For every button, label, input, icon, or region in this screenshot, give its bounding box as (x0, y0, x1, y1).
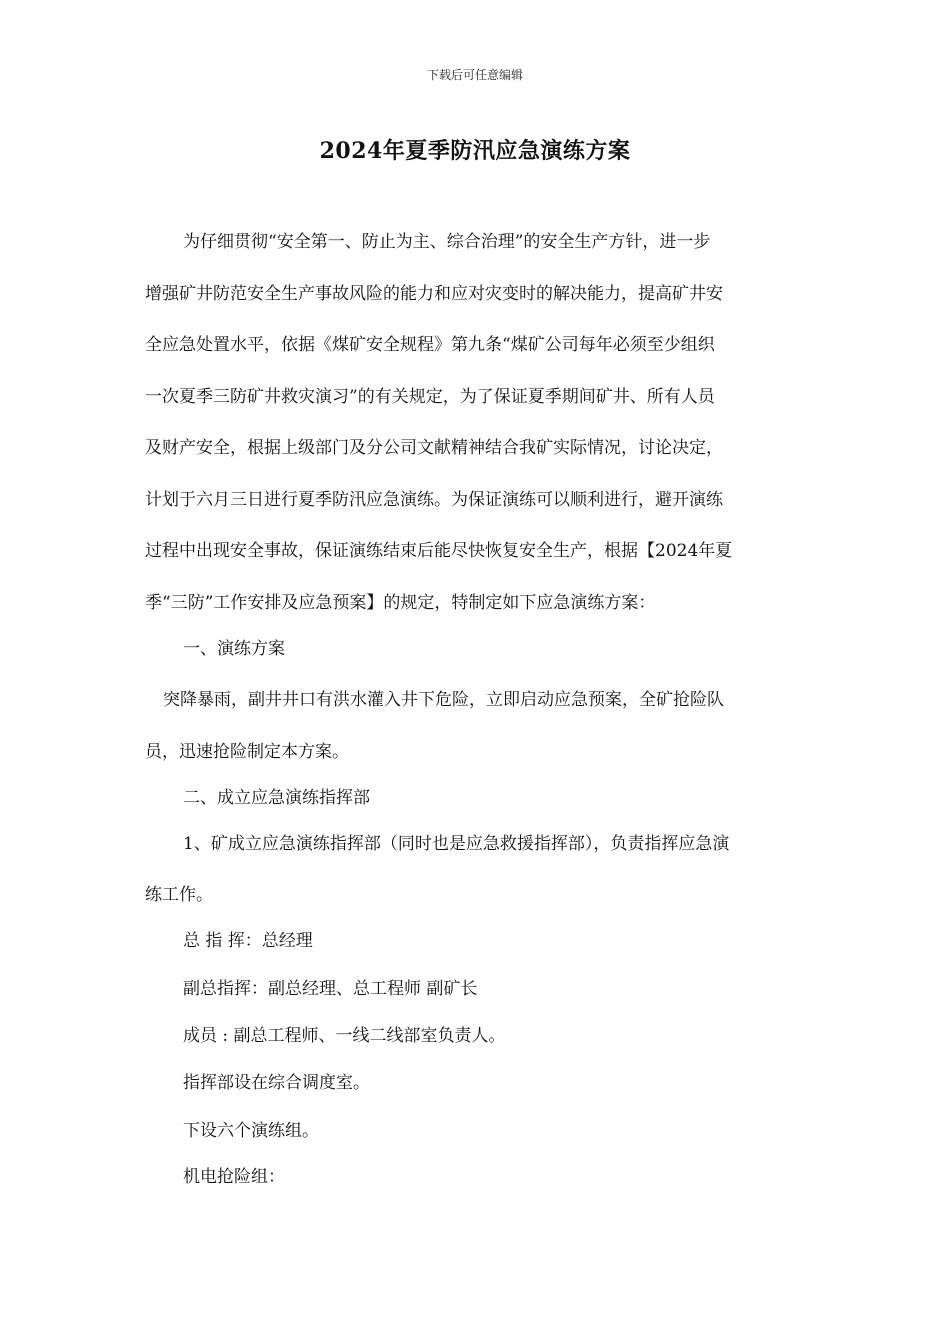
intro-line: 一次夏季三防矿井救灾演习”的有关规定，为了保证夏季期间矿井、所有人员 (145, 387, 715, 407)
intro-line: 为仔细贯彻“安全第一、防止为主、综合治理”的安全生产方针，进一步 (183, 232, 711, 252)
paragraph-line: 1、矿成立应急演练指挥部（同时也是应急救援指挥部），负责指挥应急演 (183, 834, 730, 854)
commander-line: 总 指 挥：总经理 (183, 931, 313, 951)
deputy-commander-line: 副总指挥：副总经理、总工程师 副矿长 (183, 979, 478, 999)
intro-line: 季“三防”工作安排及应急预案】的规定，特制定如下应急演练方案： (145, 593, 656, 613)
section-heading-drill-plan: 一、演练方案 (183, 639, 285, 659)
members-line: 成员 : 副总工程师、一线二线部室负责人。 (183, 1026, 506, 1046)
intro-line: 过程中出现安全事故，保证演练结束后能尽快恢复安全生产，根据【2024年夏 (145, 541, 733, 561)
mech-group-line: 机电抢险组： (183, 1167, 285, 1187)
page-header-note: 下载后可任意编辑 (426, 68, 523, 82)
intro-line: 及财产安全，根据上级部门及分公司文献精神结合我矿实际情况，讨论决定， (145, 438, 723, 458)
intro-line: 计划于六月三日进行夏季防汛应急演练。为保证演练可以顺利进行，避开演练 (145, 490, 723, 510)
document-title: 2024年夏季防汛应急演练方案 (319, 138, 631, 164)
paragraph-line: 员，迅速抢险制定本方案。 (145, 742, 349, 762)
groups-line: 下设六个演练组。 (183, 1121, 319, 1141)
intro-line: 增强矿井防范安全生产事故风险的能力和应对灾变时的解决能力，提高矿井安 (145, 284, 723, 304)
section-heading-command-center: 二、成立应急演练指挥部 (183, 788, 370, 808)
location-line: 指挥部设在综合调度室。 (183, 1073, 370, 1093)
paragraph-line: 突降暴雨，副井井口有洪水灌入井下危险，立即启动应急预案，全矿抢险队 (163, 690, 724, 710)
intro-line: 全应急处置水平，依据《煤矿安全规程》第九条“煤矿公司每年必须至少组织 (145, 335, 715, 355)
paragraph-line: 练工作。 (145, 885, 213, 905)
